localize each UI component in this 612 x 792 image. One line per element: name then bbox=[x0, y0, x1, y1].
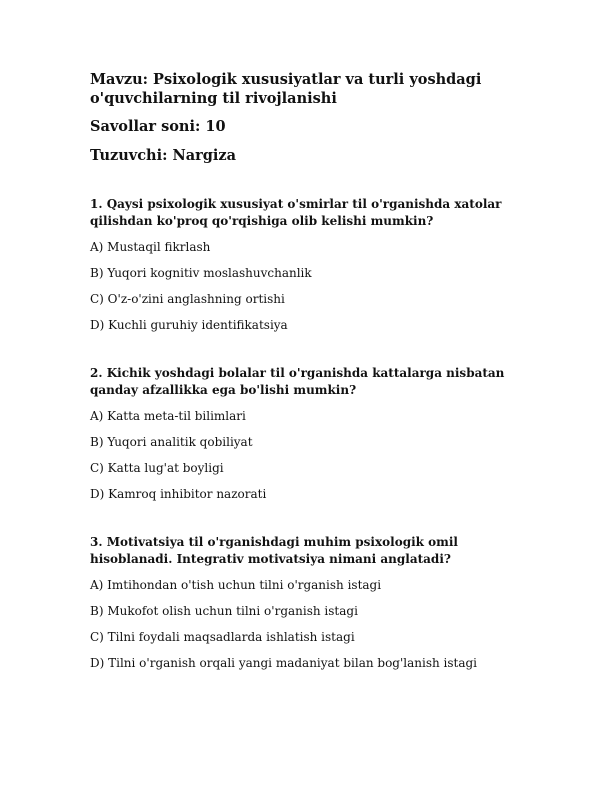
author-line: Tuzuvchi: Nargiza bbox=[90, 147, 237, 164]
option-c: C) O'z-o'zini anglashning ortishi bbox=[90, 292, 285, 306]
question-3 bbox=[90, 534, 530, 672]
option-c: C) Katta lug'at boyligi bbox=[90, 461, 224, 475]
question-2 bbox=[90, 365, 530, 503]
topic-heading: Mavzu: Psixologik xususiyatlar va turli yoshdagi o'quvchilarning til rivojlanishi bbox=[90, 71, 482, 107]
option-b: B) Yuqori analitik qobiliyat bbox=[90, 435, 253, 449]
option-b: B) Yuqori kognitiv moslashuvchanlik bbox=[90, 266, 312, 280]
question-text: 2. Kichik yoshdagi bolalar til o'rganishda kattalarga nisbatan qanday afzallikka ega bo'lishi mumkin? bbox=[90, 366, 505, 397]
option-c: C) Tilni foydali maqsadlarda ishlatish istagi bbox=[90, 630, 355, 644]
question-1 bbox=[90, 196, 530, 334]
option-d: D) Kamroq inhibitor nazorati bbox=[90, 487, 267, 501]
option-a: A) Mustaqil fikrlash bbox=[90, 240, 211, 254]
document-page bbox=[90, 70, 530, 681]
option-a: A) Katta meta-til bilimlari bbox=[90, 409, 246, 423]
option-d: D) Kuchli guruhiy identifikatsiya bbox=[90, 318, 288, 332]
option-a: A) Imtihondan o'tish uchun tilni o'rganish istagi bbox=[90, 578, 382, 592]
option-d: D) Tilni o'rganish orqali yangi madaniyat bilan bog'lanish istagi bbox=[90, 656, 478, 670]
question-count: Savollar soni: 10 bbox=[90, 118, 226, 135]
option-b: B) Mukofot olish uchun tilni o'rganish istagi bbox=[90, 604, 358, 618]
question-text: 3. Motivatsiya til o'rganishdagi muhim psixologik omil hisoblanadi. Integrativ motivatsiya nimani anglatadi? bbox=[90, 535, 458, 566]
question-text: 1. Qaysi psixologik xususiyat o'smirlar til o'rganishda xatolar qilishdan ko'proq qo'rqishiga olib kelishi mumkin? bbox=[90, 197, 502, 228]
